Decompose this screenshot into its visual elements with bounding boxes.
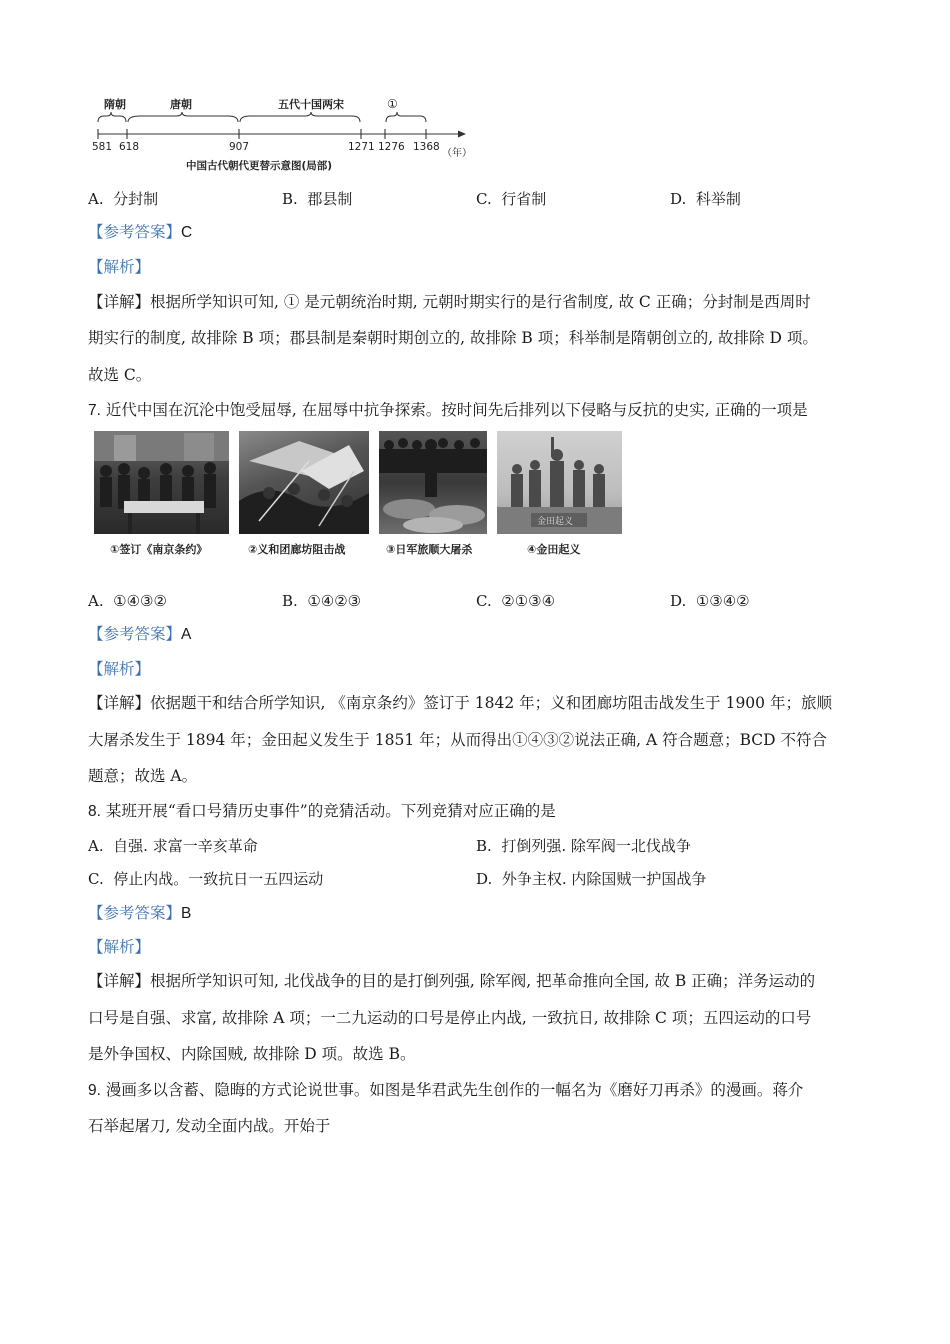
q8-analysis-label: 【解析】: [88, 938, 151, 956]
q7-answer: 【参考答案】A: [88, 625, 192, 643]
q8-option-d[interactable]: D. 外争主权. 内除国贼一护国战争: [476, 870, 707, 888]
photo-langfang-battle: [239, 431, 369, 534]
photo-nanjing-treaty: [94, 431, 229, 534]
monument-inscription: 金田起义: [537, 517, 574, 527]
photo-jintian-monument: [497, 431, 622, 534]
q7-option-b[interactable]: B. ①④②③: [282, 592, 362, 610]
q6-option-a[interactable]: A. 分封制: [88, 190, 159, 208]
period-label-sui: 隋朝: [104, 98, 126, 111]
q6-option-d[interactable]: D. 科举制: [670, 190, 741, 208]
q7-stem: 7. 近代中国在沉沦中饱受屈辱, 在屈辱中抗争探索。按时间先后排列以下侵略与反抗的史实, 正确的一项是: [88, 401, 808, 419]
q8-option-a[interactable]: A. 自强. 求富一辛亥革命: [88, 837, 258, 855]
q8-option-b[interactable]: B. 打倒列强. 除军阀一北伐战争: [476, 837, 691, 855]
dynasty-timeline: [90, 92, 490, 172]
q8-stem: 8. 某班开展“看口号猜历史事件”的竞猜活动。下列竞猜对应正确的是: [88, 802, 556, 820]
year-618: 618: [119, 141, 140, 153]
q6-answer: 【参考答案】C: [88, 223, 193, 241]
q7-analysis-label: 【解析】: [88, 660, 151, 678]
q9-stem-line-1: 9. 漫画多以含蓄、隐晦的方式论说世事。如图是华君武先生创作的一幅名为《磨好刀再杀》的漫画。蒋介: [88, 1081, 804, 1099]
year-581: 581: [92, 141, 113, 153]
year-unit: （年）: [442, 148, 472, 159]
period-label-wudai-song: 五代十国两宋: [278, 98, 344, 111]
q7-detail-line-2: 大屠杀发生于 1894 年；金田起义发生于 1851 年；从而得出①④③②说法正确, A 符合题意；BCD 不符合: [88, 731, 827, 749]
q7-detail-line-3: 题意；故选 A。: [88, 767, 198, 785]
q6-detail-line-3: 故选 C。: [88, 366, 152, 384]
q6-analysis-label: 【解析】: [88, 258, 151, 276]
timeline-caption: 中国古代朝代更替示意图(局部): [186, 160, 333, 172]
q8-answer: 【参考答案】B: [88, 904, 192, 922]
q6-option-b[interactable]: B. 郡县制: [282, 190, 353, 208]
caption-lushun-massacre: ③日军旅顺大屠杀: [386, 543, 473, 556]
period-label-blank-1: ①: [387, 97, 398, 111]
q6-option-c[interactable]: C. 行省制: [476, 190, 547, 208]
caption-nanjing-treaty: ①签订《南京条约》: [110, 543, 208, 556]
period-label-tang: 唐朝: [170, 98, 192, 111]
q8-option-c[interactable]: C. 停止内战。一致抗日一五四运动: [88, 870, 324, 888]
q8-detail-line-1: 【详解】根据所学知识可知, 北伐战争的目的是打倒列强, 除军阀, 把革命推向全国, 故 B 正确；洋务运动的: [88, 972, 816, 990]
caption-jintian-uprising: ④金田起义: [527, 543, 581, 556]
year-1271: 1271: [348, 141, 375, 153]
q7-detail-line-1: 【详解】依据题干和结合所学知识, 《南京条约》签订于 1842 年；义和团廊坊阻击战发生于 1900 年；旅顺: [88, 694, 832, 712]
year-907: 907: [229, 141, 250, 153]
caption-langfang-battle: ②义和团廊坊阻击战: [248, 543, 346, 556]
q7-option-c[interactable]: C. ②①③④: [476, 592, 556, 610]
q9-stem-line-2: 石举起屠刀, 发动全面内战。开始于: [88, 1117, 331, 1135]
q6-detail-line-1: 【详解】根据所学知识可知, ① 是元朝统治时期, 元朝时期实行的是行省制度, 故 C 正确；分封制是西周时: [88, 293, 811, 311]
q7-option-a[interactable]: A. ①④③②: [88, 592, 167, 610]
year-1368: 1368: [413, 141, 440, 153]
q8-detail-line-2: 口号是自强、求富, 故排除 A 项；一二九运动的口号是停止内战, 一致抗日, 故排除 C 项；五四运动的口号: [88, 1009, 812, 1027]
period-braces: [98, 112, 426, 122]
q7-option-d[interactable]: D. ①③④②: [670, 592, 750, 610]
q6-detail-line-2: 期实行的制度, 故排除 B 项；郡县制是秦朝时期创立的, 故排除 B 项；科举制是隋朝创立的, 故排除 D 项。: [88, 329, 818, 347]
photo-lushun-massacre: [379, 431, 487, 534]
q8-detail-line-3: 是外争国权、内除国贼, 故排除 D 项。故选 B。: [88, 1045, 416, 1063]
year-1276: 1276: [378, 141, 405, 153]
